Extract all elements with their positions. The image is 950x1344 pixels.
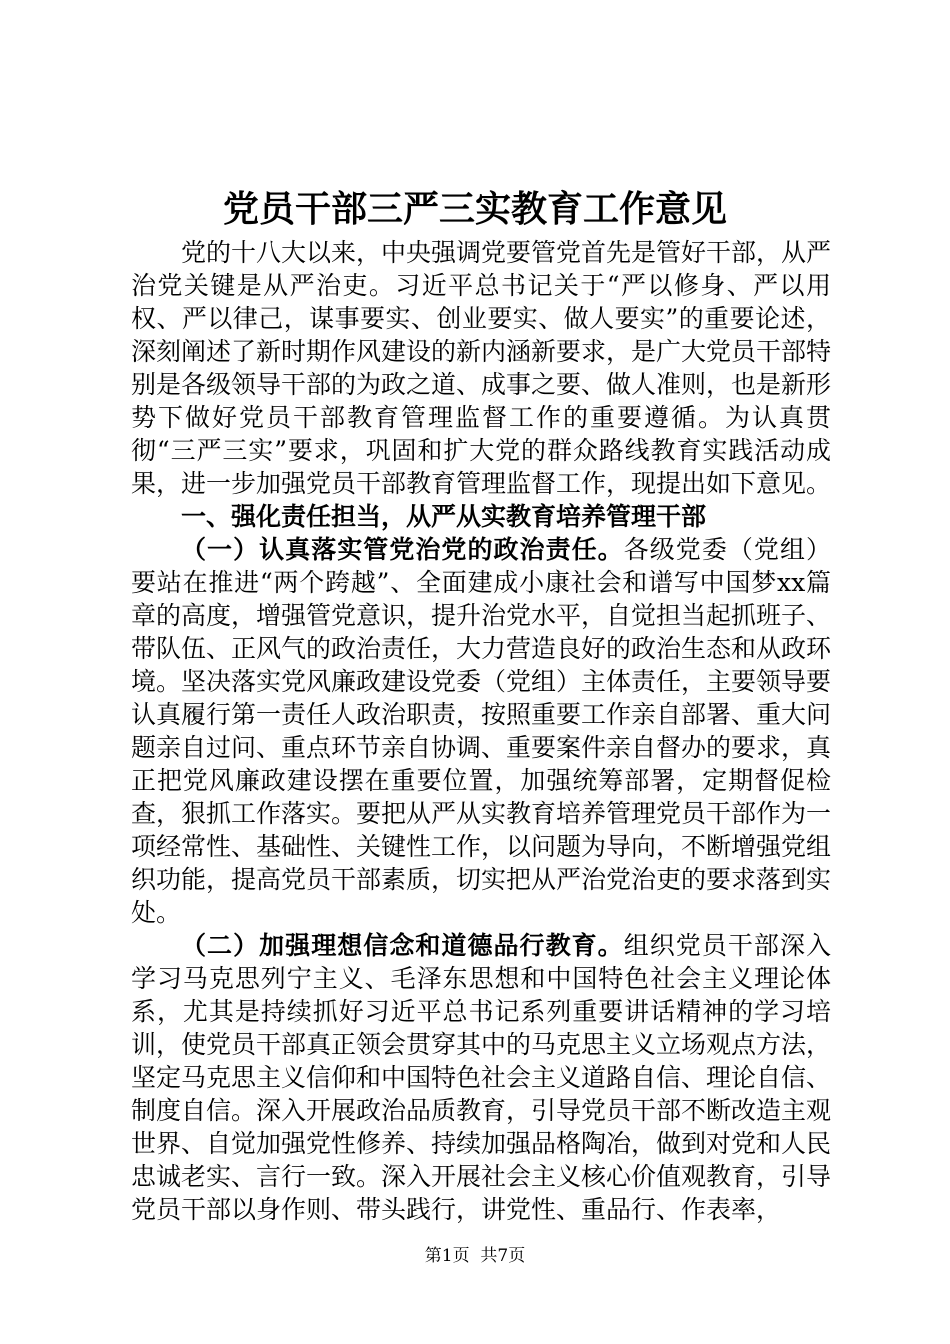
- item-paragraph-2: [131, 929, 831, 1226]
- page-label-mid: 页 共: [452, 1246, 498, 1266]
- document-body: [131, 236, 831, 1226]
- page-current: 1: [441, 1246, 453, 1266]
- page-footer: [0, 1244, 950, 1268]
- page-label-prefix: 第: [424, 1246, 442, 1266]
- intro-paragraph: 党的十八大以来，中央强调党要管党首先是管好干部，从严治党关键是从严治吏。习近平总书记关于“严以修身、严以用权、严以律己，谋事要实、创业要实、做人要实”的重要论述，深刻阐述了新时期作风建设的新内涵新要求，是广大党员干部特别是各级领导干部的为政之道、成事之要、做人准则，也是新形势下做好党员干部教育管理监督工作的重要遵循。为认真贯彻“三严三实”要求，巩固和扩大党的群众路线教育实践活动成果，进一步加强党员干部教育管理监督工作，现提出如下意见。: [131, 238, 832, 498]
- page-label-suffix: 页: [508, 1246, 526, 1266]
- item-body-2: 组织党员干部深入学习马克思列宁主义、毛泽东思想和中国特色社会主义理论体系，尤其是持续抓好习近平总书记系列重要讲话精神的学习培训，使党员干部真正领会贯穿其中的马克思主义立场观点方法，坚定马克思主义信仰和中国特色社会主义道路自信、理论自信、制度自信。深入开展政治品质教育，引导党员干部不断改造主观世界、自觉加强党性修养、持续加强品格陶冶，做到对党和人民忠诚老实、言行一致。深入开展社会主义核心价值观教育，引导党员干部以身作则、带头践行，讲党性、重品行、作表率，: [131, 931, 832, 1224]
- item-heading-2: （二）加强理想信念和道德品行教育。: [181, 931, 624, 960]
- page-total: 7: [497, 1246, 509, 1266]
- section-heading-1: 一、强化责任担当，从严从实教育培养管理干部: [181, 502, 707, 531]
- document-title: 党员干部三严三实教育工作意见: [222, 188, 727, 230]
- item-heading-1: （一）认真落实管党治党的政治责任。: [181, 535, 624, 564]
- item-body-1: 各级党委（党组）要站在推进“两个跨越”、全面建成小康社会和谱写中国梦xx篇章的高度，增强管党意识，提升治党水平，自觉担当起抓班子、带队伍、正风气的政治责任，大力营造良好的政治生态和从政环境。坚决落实党风廉政建设党委（党组）主体责任，主要领导要认真履行第一责任人政治职责，按照重要工作亲自部署、重大问题亲自过问、重点环节亲自协调、重要案件亲自督办的要求，真正把党风廉政建设摆在重要位置，加强统筹部署，定期督促检查，狠抓工作落实。要把从严从实教育培养管理党员干部作为一项经常性、基础性、关键性工作，以问题为导向，不断增强党组织功能，提高党员干部素质，切实把从严治党治吏的要求落到实处。: [131, 535, 832, 927]
- item-paragraph-1: [131, 533, 831, 929]
